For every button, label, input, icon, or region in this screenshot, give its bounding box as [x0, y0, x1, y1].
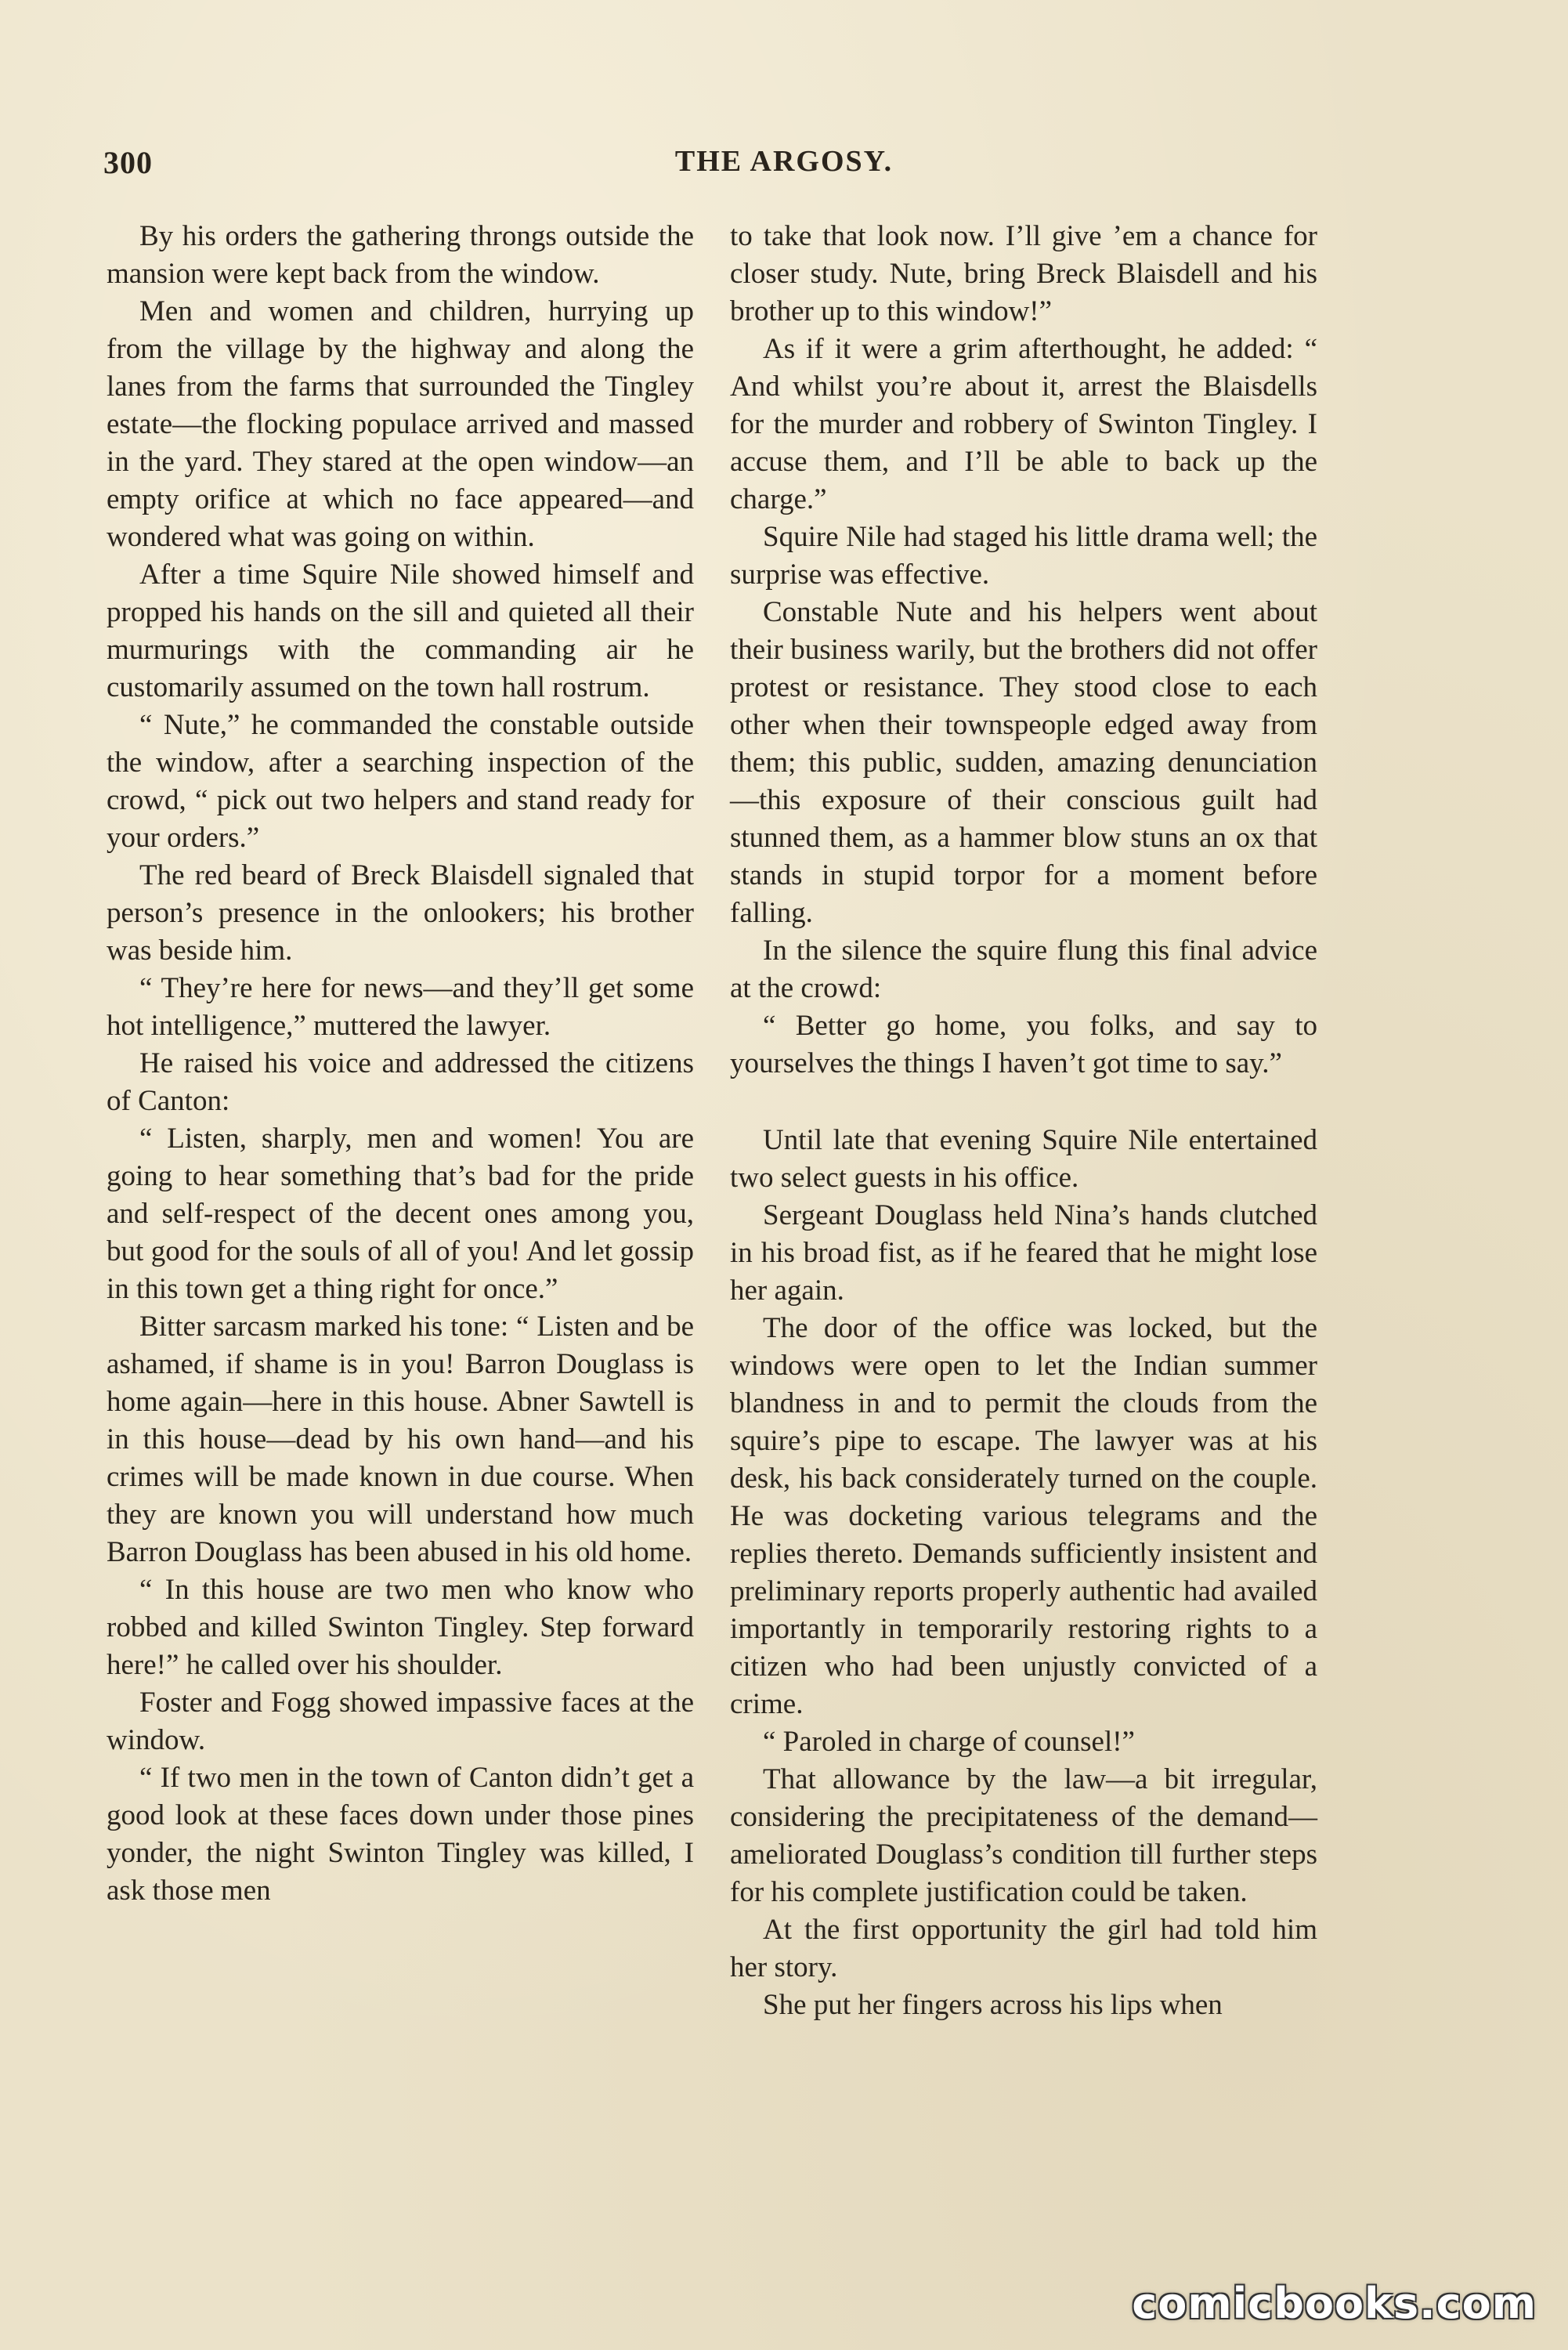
paragraph: That allowance by the law—a bit irregular, considering the precipitateness of the demand—ameliorated Douglass’s condition till further steps for his complete justification could be taken.: [730, 1763, 1317, 1908]
paragraph: “ Listen, sharply, men and women! You are going to hear something that’s bad for the pride and self-respect of the decent ones among you, but good for the souls of all of you! And let gossip in this town get a thing right for once.”: [107, 1123, 694, 1305]
running-head: THE ARGOSY.: [674, 145, 894, 178]
paragraph: “ They’re here for news—and they’ll get some hot intelligence,” muttered the lawyer.: [107, 972, 694, 1042]
paragraph: The door of the office was locked, but the windows were open to let the Indian summer blandness in and to permit the clouds from the squire’s pipe to escape. The lawyer was at his desk, his back considerately turned on the couple. He was docketing various telegrams and the replies thereto. Demands sufficiently insistent and preliminary reports properly authentic had availed importantly in temporarily restoring rights to a citizen who had been unjustly convicted of a crime.: [730, 1312, 1317, 1720]
paragraph-continued: to take that look now. I’ll give ’em a chance for closer study. Nute, bring Breck Blaisdell and his brother up to this window!”: [730, 220, 1317, 327]
right-column: [730, 218, 1317, 2024]
paragraph: Squire Nile had staged his little drama well; the surprise was effective.: [730, 521, 1317, 591]
paragraph: As if it were a grim afterthought, he added: “ And whilst you’re about it, arrest the Blaisdells for the murder and robbery of Swinton Tingley. I accuse them, and I’ll be able to back up the charge.”: [730, 333, 1317, 515]
paragraph: The red beard of Breck Blaisdell signaled that person’s presence in the onlookers; his brother was beside him.: [107, 859, 694, 967]
paragraph: Bitter sarcasm marked his tone: “ Listen and be ashamed, if shame is in you! Barron Douglass is home again—here in this house. Abner Sawtell is in this house—dead by his own hand—and his crimes will be made known in due course. When they are known you will understand how much Barron Douglass has been abused in his old home.: [107, 1311, 694, 1568]
paragraph: “ Paroled in charge of counsel!”: [763, 1726, 1135, 1758]
paragraph: “ If two men in the town of Canton didn’t get a good look at these faces down under those pines yonder, the night Swinton Tingley was killed, I ask those men: [107, 1762, 694, 1907]
paragraph: Constable Nute and his helpers went about their business warily, but the brothers did not offer protest or resistance. They stood close to each other when their townspeople edged away from them; this public, sudden, amazing denunciation—this exposure of their conscious guilt had stunned them, as a hammer blow stuns an ox that stands in stupid torpor for a moment before falling.: [730, 596, 1317, 929]
paragraph: In the silence the squire flung this final advice at the crowd:: [730, 935, 1317, 1004]
left-column: [107, 218, 694, 1910]
paragraph: After a time Squire Nile showed himself and propped his hands on the sill and quieted all their murmurings with the commanding air he customarily assumed on the town hall rostrum.: [107, 559, 694, 703]
paragraph: Foster and Fogg showed impassive faces at the window.: [107, 1687, 694, 1756]
paragraph: By his orders the gathering throngs outside the mansion were kept back from the window.: [107, 220, 694, 290]
paragraph: “ Better go home, you folks, and say to yourselves the things I haven’t got time to say.”: [730, 1010, 1317, 1079]
watermark: comicbooks.com: [1132, 2279, 1537, 2328]
paragraph: “ Nute,” he commanded the constable outside the window, after a searching inspection of the crowd, “ pick out two helpers and stand ready for your orders.”: [107, 709, 694, 854]
paragraph: “ In this house are two men who know who robbed and killed Swinton Tingley. Step forward here!” he called over his shoulder.: [107, 1574, 694, 1681]
paragraph: He raised his voice and addressed the citizens of Canton:: [107, 1047, 694, 1117]
paragraph: She put her fingers across his lips when: [763, 1989, 1223, 2021]
paragraph: Sergeant Douglass held Nina’s hands clutched in his broad fist, as if he feared that he might lose her again.: [730, 1199, 1317, 1307]
paragraph: Men and women and children, hurrying up from the village by the highway and along the lanes from the farms that surrounded the Tingley estate—the flocking populace arrived and massed in the yard. They stared at the open window—an empty orifice at which no face appeared—and wondered what was going on within.: [107, 295, 694, 553]
paragraph: Until late that evening Squire Nile entertained two select guests in his office.: [730, 1124, 1317, 1194]
page-number: 300: [103, 145, 153, 180]
paragraph: At the first opportunity the girl had told him her story.: [730, 1914, 1317, 1983]
